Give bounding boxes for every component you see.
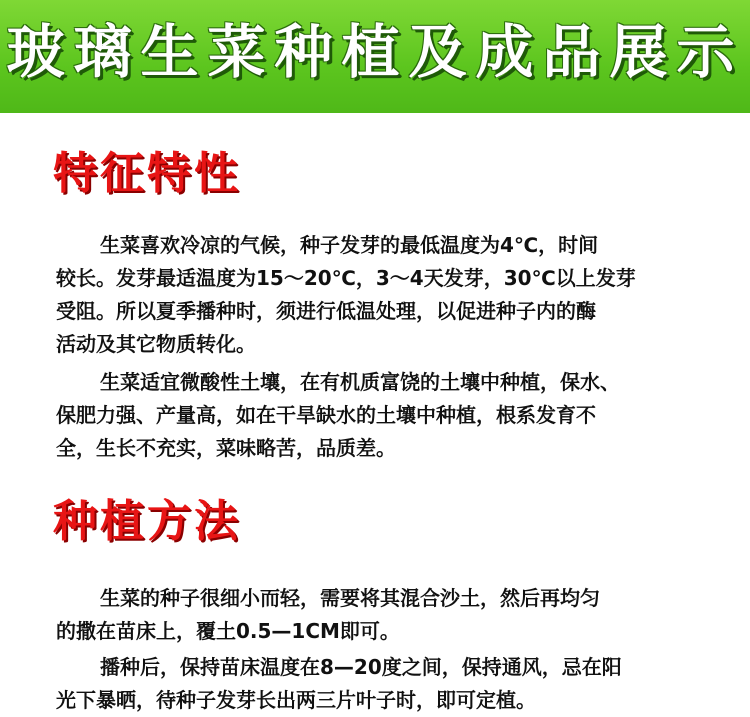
paragraph-method-1 — [56, 582, 706, 648]
paragraph-line: 较长。发芽最适温度为15～20℃，3～4天发芽，30℃以上发芽 — [56, 266, 636, 290]
paragraph-line: 的撒在苗床上，覆土0.5—1CM即可。 — [56, 619, 400, 643]
paragraph-features-1 — [56, 229, 706, 361]
paragraph-method-2 — [56, 651, 706, 717]
paragraph-line: 全，生长不充实，菜味略苦，品质差。 — [56, 436, 396, 460]
title-banner — [0, 0, 750, 113]
paragraph-line: 光下暴晒，待种子发芽长出两三片叶子时，即可定植。 — [56, 688, 536, 712]
section-heading-features: 特征特性 — [53, 148, 241, 199]
paragraph-features-2 — [56, 366, 706, 465]
section-heading-method: 种植方法 — [53, 496, 241, 547]
paragraph-line: 播种后，保持苗床温度在8—20度之间，保持通风，忌在阳 — [100, 655, 622, 679]
paragraph-line: 受阻。所以夏季播种时，须进行低温处理，以促进种子内的酶 — [56, 299, 596, 323]
paragraph-line: 活动及其它物质转化。 — [56, 332, 256, 356]
paragraph-line: 生菜的种子很细小而轻，需要将其混合沙土，然后再均匀 — [100, 586, 600, 610]
paragraph-line: 生菜适宜微酸性土壤，在有机质富饶的土壤中种植，保水、 — [100, 370, 620, 394]
banner-title: 玻璃生菜种植及成品展示 — [6, 18, 744, 86]
paragraph-line: 保肥力强、产量高，如在干旱缺水的土壤中种植，根系发育不 — [56, 403, 596, 427]
paragraph-line: 生菜喜欢冷凉的气候，种子发芽的最低温度为4℃，时间 — [100, 233, 599, 257]
